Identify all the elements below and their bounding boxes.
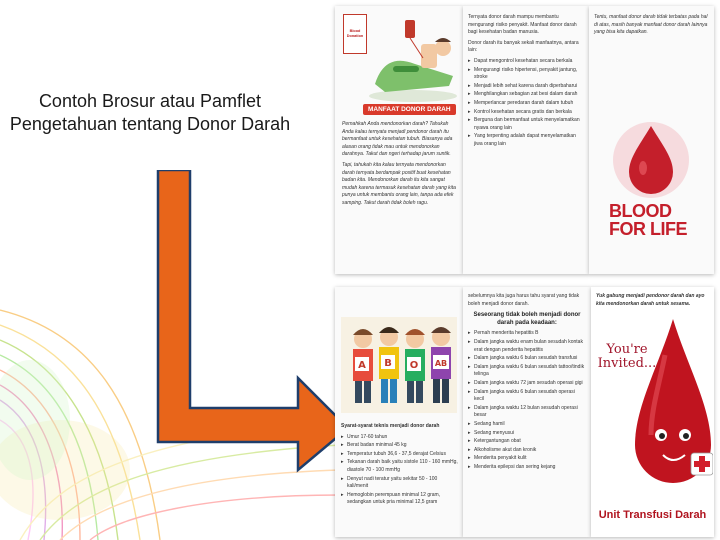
list-item: ▸ Sedang hamil <box>468 421 586 429</box>
invite-paragraph: Yuk gabung menjadi pendonor darah dan ayo kita mendonorkan darah untuk sesama. <box>596 293 705 307</box>
intro-paragraph: sebelumnya kita juga harus tahu syarat yang tidak boleh menjadi donor darah. <box>468 293 580 307</box>
list-item: ▸ Umur 17-60 tahun <box>341 434 459 442</box>
blood-for-life-logo: BLOOD FOR LIFE <box>609 201 687 239</box>
brochure-panel-top-left <box>335 6 463 274</box>
slide-title: Contoh Brosur atau Pamflet Pengetahuan tentang Donor Darah <box>9 91 291 134</box>
list-item: ▸ Dalam jangka waktu 6 bulan sesudah tattoo/tindik telinga <box>468 364 586 379</box>
orange-arrow-icon <box>148 170 358 475</box>
brochure-panel-bottom-right <box>591 287 714 537</box>
benefits-list <box>468 58 584 149</box>
svg-text:AB: AB <box>434 359 448 368</box>
list-item: ▸ Hemoglobin perempuan minimal 12 gram, sedangkan untuk pria minimal 12,5 gram <box>341 492 459 507</box>
manfaat-heading: MANFAAT DONOR DARAH <box>363 104 456 115</box>
unit-transfusi-darah-label: Unit Transfusi Darah <box>598 509 707 521</box>
svg-text:O: O <box>409 360 419 371</box>
list-item: ▸ Menderita epilepsi dan sering kejang <box>468 464 586 472</box>
list-item: ▸ Sedang menyusui <box>468 430 586 438</box>
sub-paragraph: Donor darah itu banyak sekali manfaatnya, antara lain: <box>468 39 579 54</box>
closing-paragraph: Tentu, manfaat donor darah tidak terbatas pada hal di atas, masih banyak manfaat donor darah lainnya yang bisa kita dapatkan. <box>594 14 708 36</box>
requirements-list <box>341 434 459 507</box>
list-item: ▸ Denyut nadi teratur yaitu sekitar 50 - 100 kali/menit <box>341 476 459 491</box>
children-blood-type-illustration <box>341 317 457 413</box>
list-item: ▸ Dalam jangka waktu 72 jam sesudah operasi gigi <box>468 380 586 388</box>
brochure-panel-bottom-middle <box>463 287 591 537</box>
svg-text:B: B <box>384 358 392 369</box>
donor-illustration <box>365 14 460 104</box>
blood-drop-icon <box>613 116 689 202</box>
restrictions-list <box>468 330 586 471</box>
body-paragraph: Tapi, tahukah kita kalau ternyata mendonorkan darah ternyata berdampak positif buat kesehatan badan kita. Mendonorkan darah itu kita sangat mudah karena termasuk kesehatan darah yang kita punya untuk membantu orang lain, tanpa ada efek samping. Takut darah tidak boleh ragu. <box>342 161 456 206</box>
list-item: ▸ Dalam jangka waktu enam bulan sesudah kontak erat dengan penderita hepatitis <box>468 339 586 354</box>
list-item: ▸ Dalam jangka waktu 12 bulan sesudah operasi besar <box>468 405 586 420</box>
list-item: ▸ Mengurangi risiko hipertensi, penyakit jantung, stroke <box>468 67 584 82</box>
list-item: ▸ Ketergantungan obat <box>468 438 586 446</box>
list-item: ▸ Pernah menderita hepatitis B <box>468 330 586 338</box>
list-item: ▸ Menjadi lebih sehat karena darah diperbaharui <box>468 83 584 91</box>
list-item: ▸ Berguna dan bermanfaat untuk menyelamatkan nyawa orang lain <box>468 117 584 132</box>
intro-paragraph: Pernahkah Anda mendonorkan darah? Tahukah Anda kalau ternyata menjadi pendonor darah itu bermanfaat untuk kesehatan tubuh. Biasanya ada alasan orang tidak mau untuk mendonorkan darahnya. Takut dan ngeri terhadap jarum suntik. <box>342 121 453 158</box>
blood-donation-poster: Blood Donation <box>343 14 367 54</box>
list-item: ▸ Alkoholisme akut dan kronik <box>468 447 586 455</box>
list-item: ▸ Tekanan darah baik yaitu sistole 110 - 160 mmHg, diastole 70 - 100 mmHg <box>341 459 459 474</box>
list-item: ▸ Temperatur tubuh 36,6 - 37,5 derajat Celsius <box>341 451 459 459</box>
list-item: ▸ Menghilangkan sebagian zat besi dalam darah <box>468 91 584 99</box>
brochure-panel-bottom-left <box>335 287 463 537</box>
requirements-heading: Syarat-syarat teknis menjadi donor darah <box>341 423 440 429</box>
list-item: ▸ Dapat mengontrol kesehatan secara berkala <box>468 58 584 66</box>
list-item: ▸ Berat badan minimal 45 kg <box>341 442 459 450</box>
list-item: ▸ Yang terpenting adalah dapat menyelamatkan jiwa orang lain <box>468 133 584 148</box>
svg-text:A: A <box>358 360 366 371</box>
intro-paragraph: Ternyata donor darah mampu membantu mengurangi risiko penyakit. Manfaat donor darah bagi kesehatan badan manusia. <box>468 14 577 36</box>
list-item: ▸ Menderita penyakit kulit <box>468 455 586 463</box>
brochure-panel-top-right <box>589 6 714 274</box>
youre-invited-text: You're Invited... <box>597 342 657 371</box>
list-item: ▸ Memperlancar peredaran darah dalam tubuh <box>468 100 584 108</box>
restrictions-heading: Seseorang tidak boleh menjadi donor darah pada keadaan: <box>473 312 581 326</box>
list-item: ▸ Kontrol kesehatan secara gratis dan berkala <box>468 109 584 117</box>
list-item: ▸ Dalam jangka waktu 6 bulan sesudah operasi kecil <box>468 389 586 404</box>
brochure-panel-top-middle <box>463 6 589 274</box>
list-item: ▸ Dalam jangka waktu 6 bulan sesudah transfusi <box>468 355 586 363</box>
